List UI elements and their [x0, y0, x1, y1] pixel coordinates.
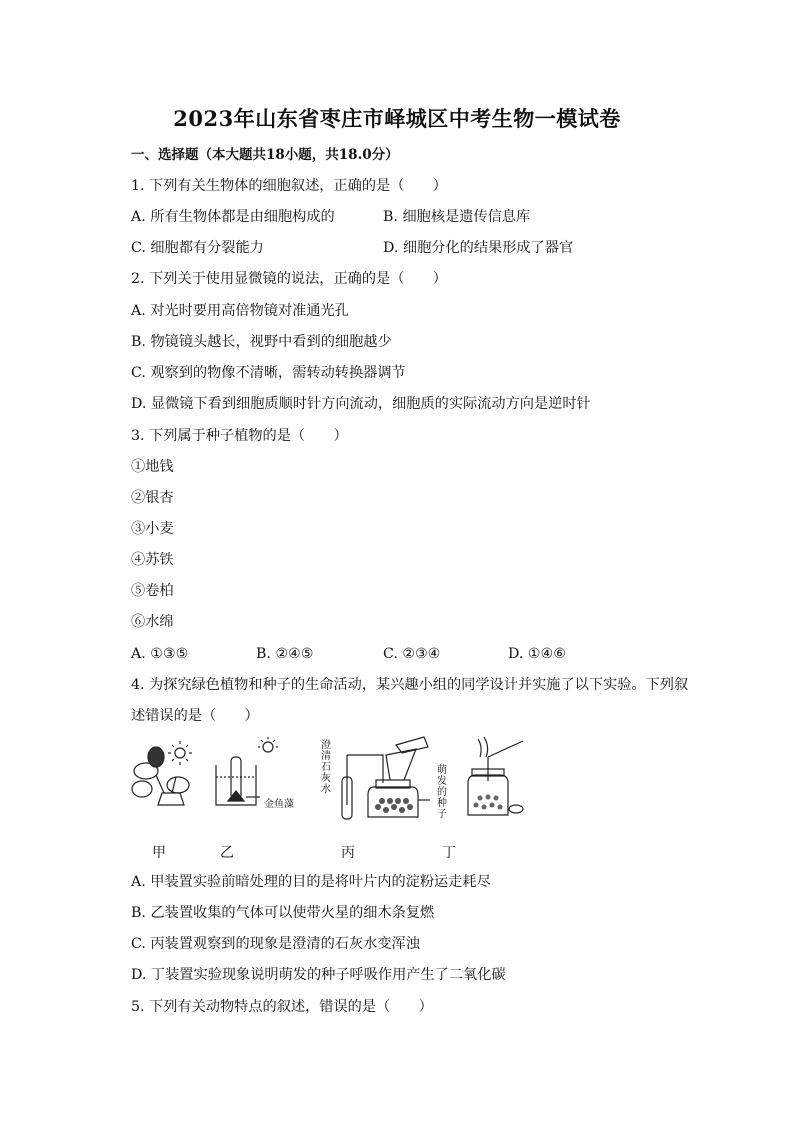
label-goldfish-weed: 金鱼藻 [264, 799, 294, 810]
question-4-option-d: D. 丁装置实验现象说明萌发的种子呼吸作用产生了二氧化碳 [131, 967, 506, 983]
setup-bing-jar [342, 737, 430, 819]
question-2-option-b: B. 物镜镜头越长，视野中看到的细胞越少 [131, 334, 392, 350]
setup-ding-jar [468, 737, 523, 815]
question-1-option-b: B. 细胞核是遗传信息库 [383, 209, 531, 225]
question-4-option-c: C. 丙装置观察到的现象是澄清的石灰水变浑浊 [131, 936, 420, 952]
label-lime-water: 澄 清 石 灰 水 [321, 740, 331, 795]
question-4-option-a: A. 甲装置实验前暗处理的目的是将叶片内的淀粉运走耗尽 [131, 874, 491, 890]
question-3-item: ③小麦 [131, 521, 174, 537]
figure-label-yi: 乙 [220, 845, 234, 861]
question-3-item: ④苏铁 [131, 552, 174, 568]
question-4-option-b: B. 乙装置收集的气体可以使带火星的细木条复燃 [131, 905, 435, 921]
question-2-option-a: A. 对光时要用高倍物镜对准通光孔 [131, 303, 349, 319]
figure-label-jia: 甲 [152, 845, 166, 861]
question-2-option-d: D. 显微镜下看到细胞质顺时针方向流动，细胞质的实际流动方向是逆时针 [131, 396, 591, 412]
question-3-option-b: B. ②④⑤ [256, 646, 314, 662]
question-3-stem: 3. 下列属于种子植物的是（ ） [131, 428, 348, 444]
label-germinating-seeds: 萌 发 的 种 子 [437, 765, 447, 820]
question-1-option-d: D. 细胞分化的结果形成了器官 [383, 240, 574, 256]
figure-label-bing: 丙 [341, 845, 355, 861]
question-4-stem-line2: 述错误的是（ ） [131, 708, 259, 724]
question-4-stem-line1: 4. 为探究绿色植物和种子的生命活动，某兴趣小组的同学设计并实施了以下实验。下列叙 [131, 677, 689, 693]
question-3-option-c: C. ②③④ [383, 646, 441, 662]
experiment-figure [128, 735, 538, 860]
page-title: 2023年山东省枣庄市峄城区中考生物一模试卷 [173, 106, 621, 131]
question-3-item: ⑤卷柏 [131, 583, 174, 599]
setup-jia-plant [132, 741, 192, 805]
figure-label-ding: 丁 [442, 845, 456, 861]
question-3-option-d: D. ①④⑥ [508, 646, 567, 662]
question-3-item: ①地钱 [131, 459, 174, 475]
question-1-stem: 1. 下列有关生物体的细胞叙述，正确的是（ ） [131, 178, 447, 194]
question-1-option-a: A. 所有生物体都是由细胞构成的 [131, 209, 335, 225]
experiment-illustration [128, 735, 538, 830]
question-3-item: ②银杏 [131, 490, 174, 506]
question-2-option-c: C. 观察到的物像不清晰，需转动转换器调节 [131, 365, 406, 381]
question-1-option-c: C. 细胞都有分裂能力 [131, 240, 264, 256]
question-3-option-a: A. ①③⑤ [131, 646, 189, 662]
section-heading: 一、选择题（本大题共18小题，共18.0分） [131, 147, 399, 163]
question-2-stem: 2. 下列关于使用显微镜的说法，正确的是（ ） [131, 271, 447, 287]
question-5-stem: 5. 下列有关动物特点的叙述，错误的是（ ） [131, 999, 433, 1015]
question-3-item: ⑥水绵 [131, 614, 174, 630]
